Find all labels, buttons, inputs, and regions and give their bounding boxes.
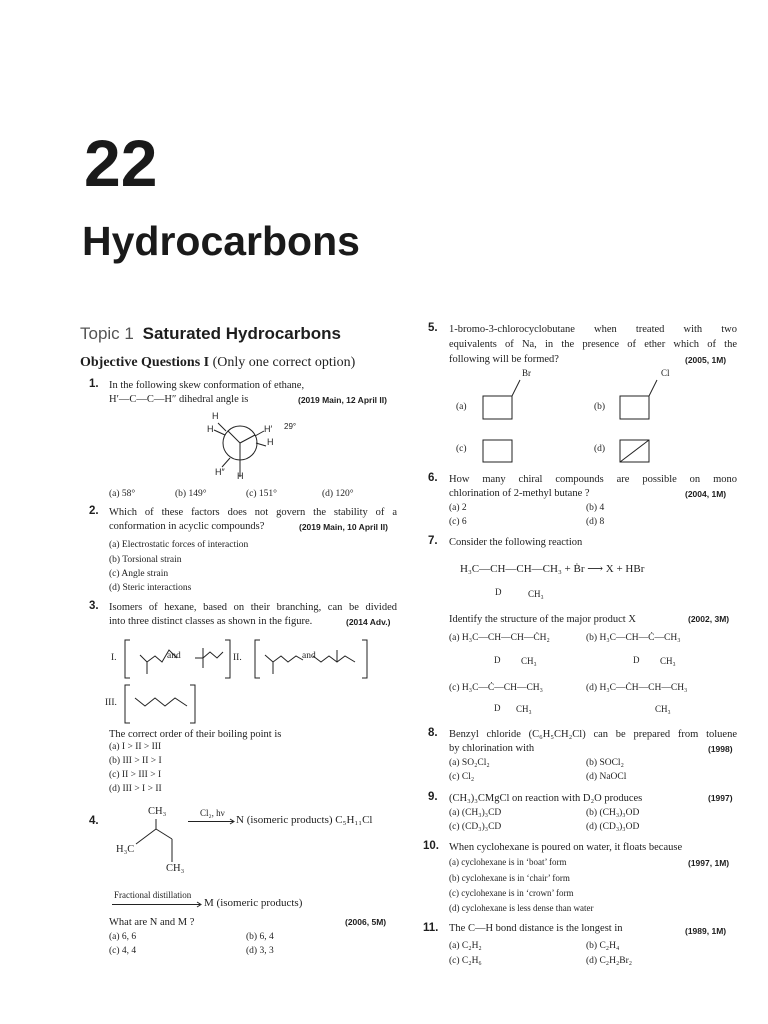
option-d[interactable]: (d) 120° xyxy=(322,489,354,499)
option-a[interactable]: (a) (CH₃)₃CD xyxy=(449,808,502,818)
option-c[interactable]: (c) 4, 4 xyxy=(109,946,137,956)
option-b[interactable]: (b) III > II > I xyxy=(109,756,162,766)
option-b[interactable]: (b) cyclohexane is in ‘chair’ form xyxy=(449,873,570,883)
2-methylbutane-structure xyxy=(130,815,190,865)
option-b[interactable]: (b) C₂H₄ xyxy=(586,941,620,951)
topic-label: Topic 1 xyxy=(80,324,134,343)
option-d[interactable]: (d) 3, 3 xyxy=(246,946,274,956)
option-d[interactable]: (d) Steric interactions xyxy=(109,583,192,593)
section-title: Objective Questions I xyxy=(80,355,210,370)
question-text: Consider the following reaction xyxy=(449,537,583,548)
substituent: CH₃ xyxy=(655,704,671,714)
question-text: Which of these factors does not govern the stability of a xyxy=(109,507,397,518)
and-label: and xyxy=(167,651,181,661)
chapter-title: Hydrocarbons xyxy=(82,218,360,264)
option-d[interactable]: (d) NaOCl xyxy=(586,772,627,782)
question-text: following will be formed? xyxy=(449,354,559,365)
question-number: 3. xyxy=(89,600,99,612)
option-d[interactable]: (d) (CD₃)₃OD xyxy=(586,822,640,832)
hexane-isomers-figure xyxy=(125,640,375,725)
question-source: (1989, 1M) xyxy=(685,926,727,936)
product-text: N (isomeric products) C₅H₁₁Cl xyxy=(236,814,373,826)
option-b[interactable]: (b) 149° xyxy=(175,489,207,499)
question-text: H′—C—C—H″ dihedral angle is xyxy=(109,394,249,405)
option-c[interactable]: (c) C₂H₆ xyxy=(449,956,482,966)
newman-h: H xyxy=(267,437,274,447)
option-a[interactable]: (a) xyxy=(456,402,467,412)
question-source: (2004, 1M) xyxy=(685,489,727,499)
option-c[interactable]: (c) Cl₂ xyxy=(449,772,475,782)
option-structure: (d) H₃C—ĊH—CH—CH₃ xyxy=(586,683,688,693)
bromo-label: Br xyxy=(522,368,531,378)
option-a[interactable]: (a) SO₂Cl₂ xyxy=(449,758,490,768)
question-source: (1997) xyxy=(708,793,733,803)
question-text: How many chiral compounds are possible on mono xyxy=(449,474,737,485)
substituent: CH₃ xyxy=(660,656,676,666)
question-text: chlorination of 2-methyl butane ? xyxy=(449,488,590,499)
question-text: Benzyl chloride (C₆H₅CH₂Cl) can be prepared from toluene xyxy=(449,729,737,740)
substituent: CH₃ xyxy=(521,656,537,666)
question-source: (1997, 1M) xyxy=(688,858,730,868)
question-number: 6. xyxy=(428,472,438,484)
topic-title: Saturated Hydrocarbons xyxy=(142,324,341,343)
chapter-number: 22 xyxy=(84,126,158,200)
question-source: (2019 Main, 10 April II) xyxy=(299,522,388,532)
option-c[interactable]: (c) cyclohexane is in ‘crown’ form xyxy=(449,888,574,898)
question-number: 11. xyxy=(423,922,439,934)
reaction-arrow xyxy=(112,903,202,907)
option-structure: (a) H₃C—CH—CH—ĊH₂ xyxy=(449,633,550,643)
substituent: D xyxy=(633,655,640,665)
reaction-arrow xyxy=(188,820,238,824)
option-a[interactable]: (a) Electrostatic forces of interaction xyxy=(109,540,249,550)
substituent: CH₃ xyxy=(516,704,532,714)
substituent: CH₃ xyxy=(528,589,544,599)
option-a[interactable]: (a) cyclohexane is in ‘boat’ form xyxy=(449,857,567,867)
substituent: D xyxy=(494,703,501,713)
option-c[interactable]: (c) xyxy=(456,444,467,454)
structure-label: H₃C xyxy=(116,844,135,855)
option-structure: (b) H₃C—CH—Ċ—CH₃ xyxy=(586,633,681,643)
question-text: Isomers of hexane, based on their branching, can be divided xyxy=(109,602,397,613)
cyclobutane-options-figure xyxy=(480,375,720,465)
question-number: 1. xyxy=(89,378,99,390)
question-text: equivalents of Na, in the presence of ether which of the xyxy=(449,339,737,350)
question-stem: What are N and M ? xyxy=(109,917,195,928)
question-text: The C—H bond distance is the longest in xyxy=(449,923,623,934)
option-d[interactable]: (d) xyxy=(594,444,606,454)
option-a[interactable]: (a) 58° xyxy=(109,489,136,499)
question-source: (2005, 1M) xyxy=(685,355,727,365)
question-source: (2006, 5M) xyxy=(345,917,387,927)
section-note: (Only one correct option) xyxy=(212,355,356,370)
question-source: (2002, 3M) xyxy=(688,614,730,624)
chloro-label: Cl xyxy=(661,368,670,378)
section-heading xyxy=(80,354,355,372)
question-text: into three distinct classes as shown in the figure. xyxy=(109,616,313,627)
option-b[interactable]: (b) Torsional strain xyxy=(109,555,182,565)
option-d[interactable]: (d) III > I > II xyxy=(109,784,162,794)
newman-angle: 29° xyxy=(284,422,297,431)
option-structure: (c) H₃C—Ċ—CH—CH₃ xyxy=(449,683,543,693)
question-number: 7. xyxy=(428,535,438,547)
option-b[interactable]: (b) 4 xyxy=(586,503,605,513)
question-source: (2014 Adv.) xyxy=(346,617,391,627)
newman-h: H xyxy=(237,471,244,481)
question-source: (2019 Main, 12 April II) xyxy=(298,395,387,405)
question-number: 2. xyxy=(89,505,99,517)
question-number: 10. xyxy=(423,840,439,852)
option-c[interactable]: (c) II > III > I xyxy=(109,770,162,780)
option-a[interactable]: (a) I > II > III xyxy=(109,742,162,752)
class-label: I. xyxy=(111,653,117,663)
newman-h-double-prime: H″ xyxy=(215,467,225,477)
and-label: and xyxy=(302,651,316,661)
option-c[interactable]: (c) Angle strain xyxy=(109,569,169,579)
structure-label: CH₃ xyxy=(166,863,185,874)
option-a[interactable]: (a) 2 xyxy=(449,503,467,513)
option-b[interactable]: (b) 6, 4 xyxy=(246,932,274,942)
class-label: II. xyxy=(233,653,242,663)
reagent-label: Cl₂, hν xyxy=(200,808,225,818)
option-d[interactable]: (d) C₂H₂Br₂ xyxy=(586,956,633,966)
option-b[interactable]: (b) xyxy=(594,402,606,412)
option-b[interactable]: (b) (CH₃)₃OD xyxy=(586,808,640,818)
question-stem: The correct order of their boiling point is xyxy=(109,729,282,740)
question-stem: Identify the structure of the major product X xyxy=(449,614,636,625)
question-number: 8. xyxy=(428,727,438,739)
class-label: III. xyxy=(105,698,117,708)
question-text: 1-bromo-3-chlorocyclobutane when treated with two xyxy=(449,324,737,335)
topic-heading xyxy=(80,323,341,345)
question-number: 9. xyxy=(428,791,438,803)
option-b[interactable]: (b) SOCl₂ xyxy=(586,758,624,768)
substituent: D xyxy=(494,655,501,665)
option-a[interactable]: (a) 6, 6 xyxy=(109,932,137,942)
option-a[interactable]: (a) C₂H₂ xyxy=(449,941,482,951)
question-text: (CH₃)₃CMgCl on reaction with D₂O produces xyxy=(449,793,643,804)
question-text: conformation in acyclic compounds? xyxy=(109,521,265,532)
question-text: In the following skew conformation of ethane, xyxy=(109,380,305,391)
newman-h-prime: H′ xyxy=(264,424,273,434)
reaction-equation: H₃C—CH—CH—CH₃ + Ḃr ⟶ X + HBr xyxy=(460,563,645,575)
newman-h: H xyxy=(212,411,219,421)
question-number: 5. xyxy=(428,322,438,334)
newman-h: H xyxy=(207,424,214,434)
product-text: M (isomeric products) xyxy=(204,897,303,909)
question-text: by chlorination with xyxy=(449,743,535,754)
question-text: When cyclohexane is poured on water, it floats because xyxy=(449,842,683,853)
option-d[interactable]: (d) cyclohexane is less dense than water xyxy=(449,903,594,913)
substituent: D xyxy=(495,587,502,597)
question-source: (1998) xyxy=(708,744,733,754)
option-c[interactable]: (c) 151° xyxy=(246,489,277,499)
option-c[interactable]: (c) (CD₃)₃CD xyxy=(449,822,502,832)
option-d[interactable]: (d) 8 xyxy=(586,517,605,527)
structure-label: CH₃ xyxy=(148,806,167,817)
reagent-label: Fractional distillation xyxy=(114,890,192,900)
option-c[interactable]: (c) 6 xyxy=(449,517,467,527)
question-number: 4. xyxy=(89,815,99,827)
